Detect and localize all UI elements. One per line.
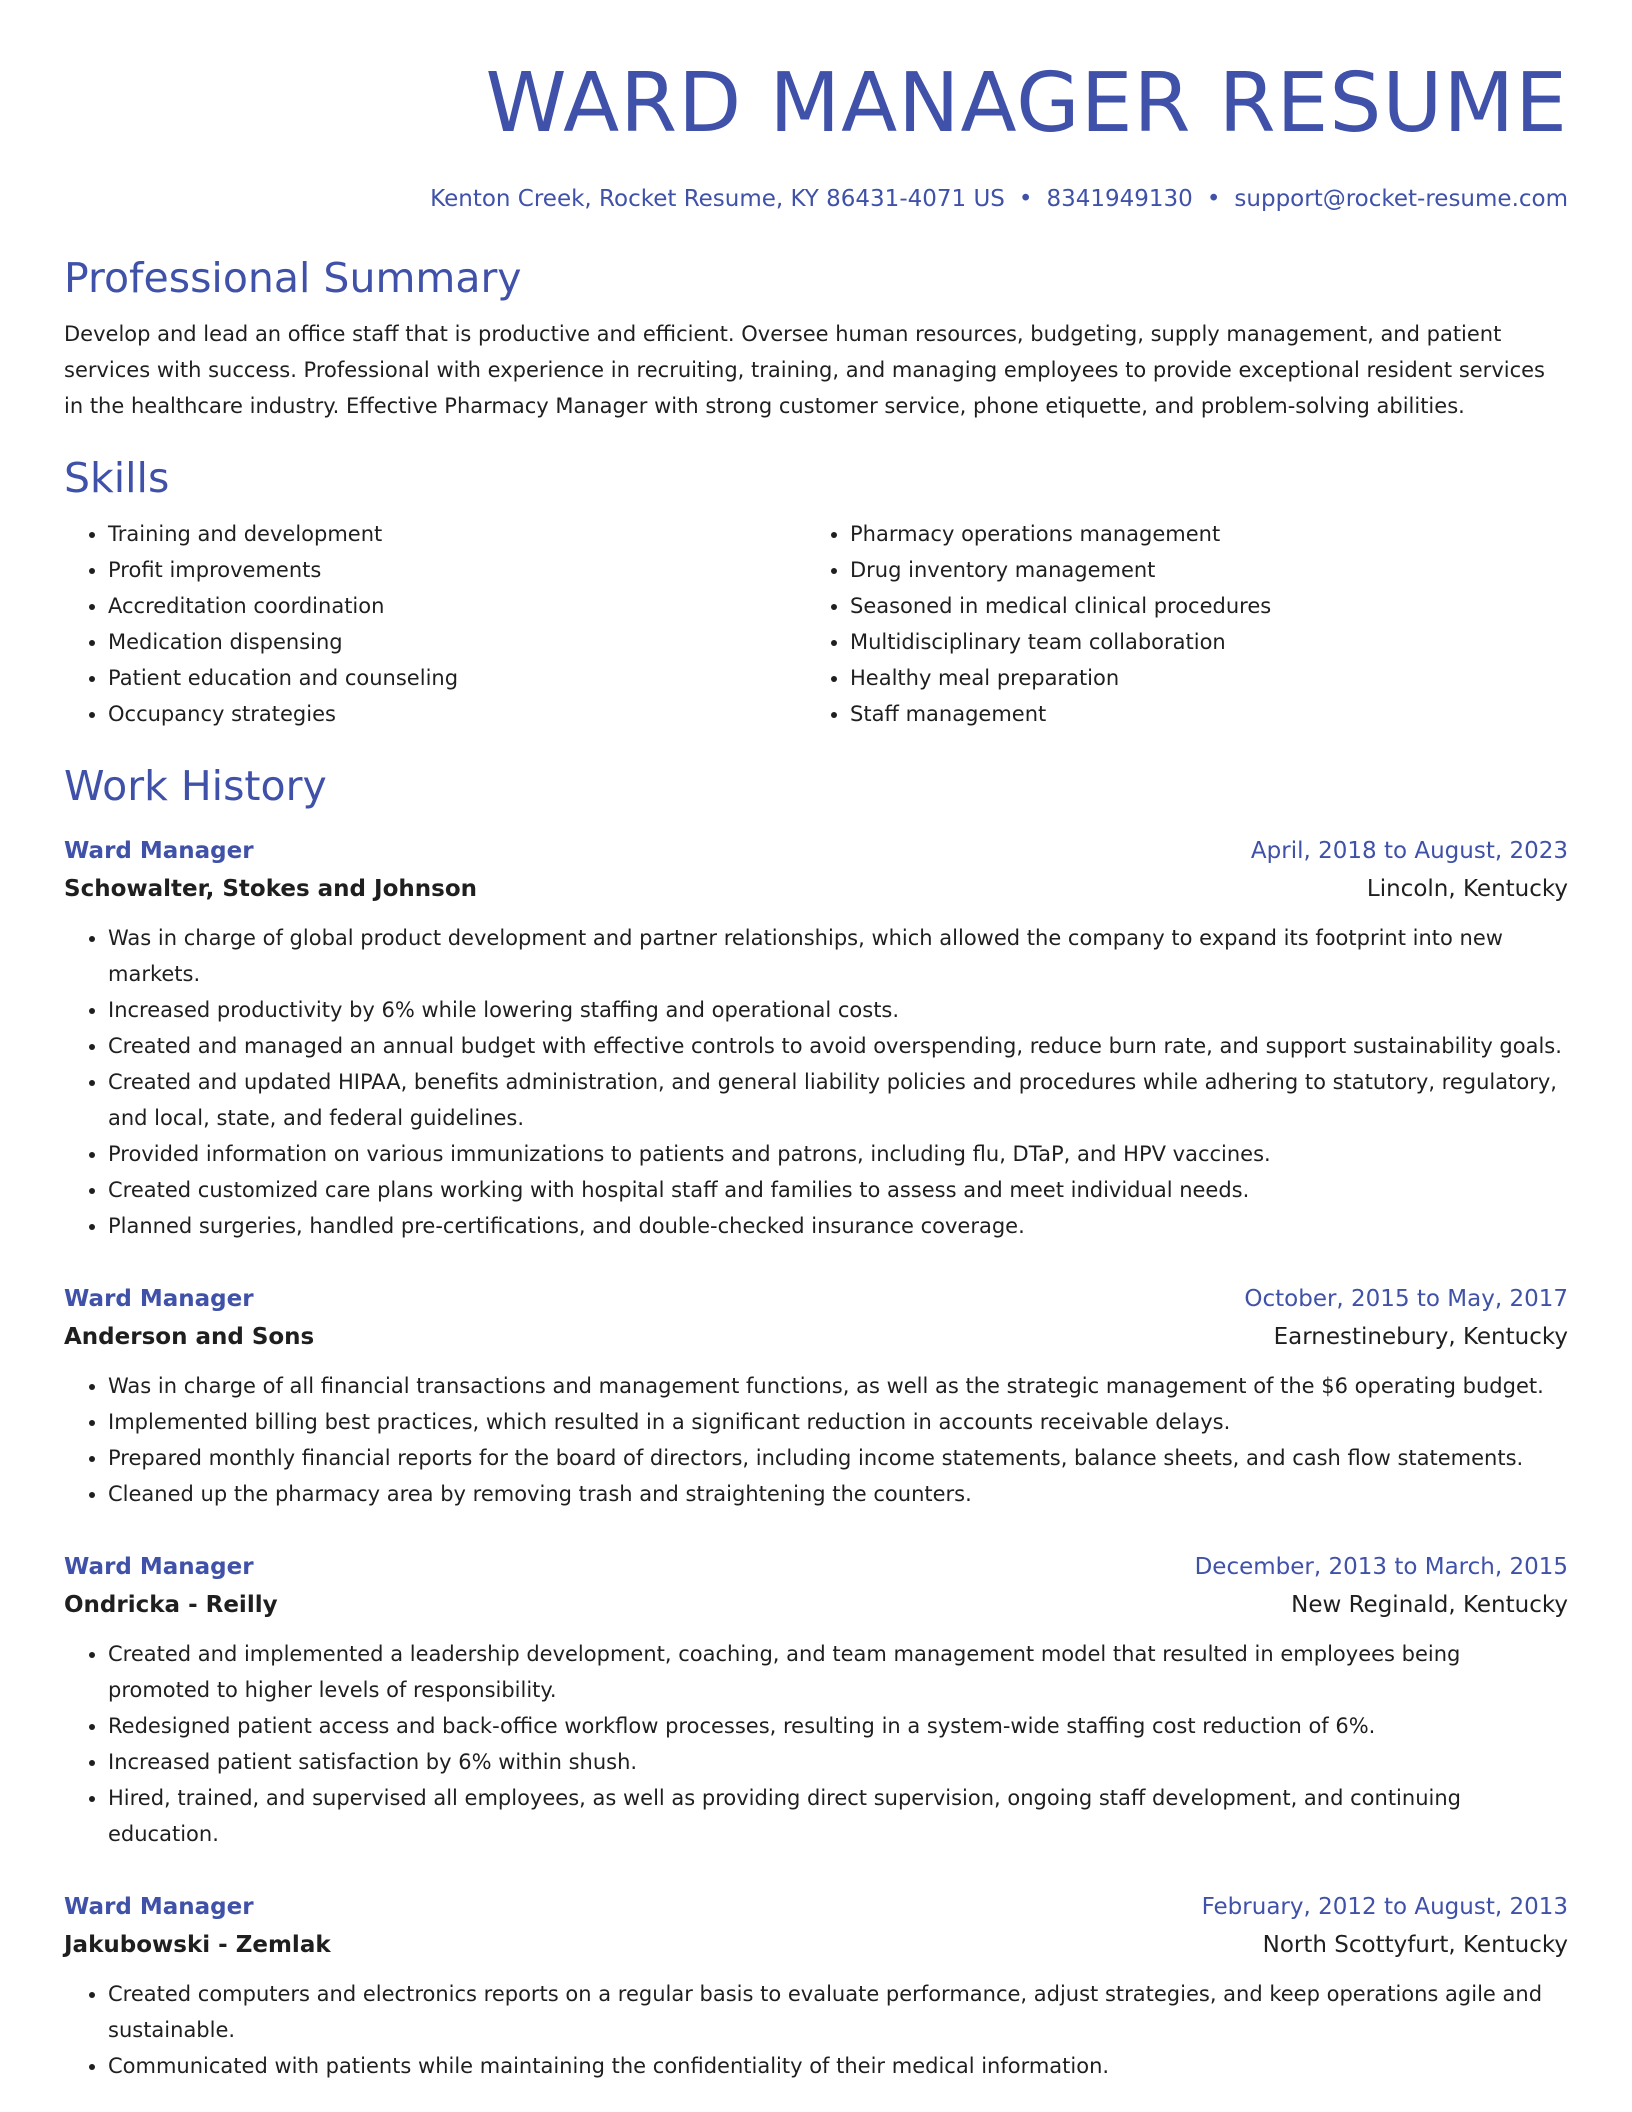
skill-item: • Patient education and counseling (108, 660, 806, 696)
job-entry (64, 1548, 1568, 1852)
job-bullet: • Redesigned patient access and back-office workflow processes, resulting in a system-wide staffing cost reduction of 6%. (108, 1708, 1568, 1744)
job-bullet: • Planned surgeries, handled pre-certifications, and double-checked insurance coverage. (108, 1208, 1568, 1244)
job-dates: April, 2018 to August, 2023 (1250, 838, 1568, 864)
job-bullet: • Was in charge of all financial transactions and management functions, as well as the strategic management of the $6 operating budget. (108, 1368, 1568, 1404)
job-dates: December, 2013 to March, 2015 (1194, 1554, 1568, 1580)
job-title: Ward Manager (64, 1894, 254, 1920)
resume-title: WARD MANAGER RESUME (485, 56, 1568, 151)
skills-heading: Skills (64, 454, 170, 502)
skill-item: • Seasoned in medical clinical procedures (850, 588, 1548, 624)
skills-list (64, 516, 1568, 732)
resume-page (64, 0, 1568, 2084)
skill-item: • Staff management (850, 696, 1548, 732)
job-location: Lincoln, Kentucky (1366, 876, 1568, 902)
job-bullet: • Created computers and electronics reports on a regular basis to evaluate performance, adjust strategies, and keep operations agile and sustainable. (108, 1976, 1568, 2048)
job-bullets (64, 1976, 1568, 2084)
job-company: Ondricka - Reilly (64, 1592, 278, 1618)
job-bullets (64, 1636, 1568, 1852)
contact-separator: • (1018, 186, 1033, 212)
job-company-row (64, 1586, 1568, 1624)
job-company: Schowalter, Stokes and Johnson (64, 876, 478, 902)
job-bullets (64, 920, 1568, 1244)
job-entry (64, 1888, 1568, 2084)
job-bullet: • Implemented billing best practices, which resulted in a significant reduction in accounts receivable delays. (108, 1404, 1568, 1440)
job-bullet: • Created and managed an annual budget with effective controls to avoid overspending, reduce burn rate, and support sustainability goals. (108, 1028, 1568, 1064)
job-location: New Reginald, Kentucky (1291, 1592, 1568, 1618)
contact-phone: 8341949130 (1046, 186, 1193, 212)
job-bullet: • Created and implemented a leadership development, coaching, and team management model that resulted in employees being promoted to higher levels of responsibility. (108, 1636, 1568, 1708)
job-title: Ward Manager (64, 838, 254, 864)
skill-item: • Pharmacy operations management (850, 516, 1548, 552)
skill-item: • Occupancy strategies (108, 696, 806, 732)
job-header-row (64, 1548, 1568, 1586)
skill-item: • Multidisciplinary team collaboration (850, 624, 1548, 660)
job-bullet: • Created customized care plans working with hospital staff and families to assess and meet individual needs. (108, 1172, 1568, 1208)
skills-left-list (64, 516, 806, 732)
job-title: Ward Manager (64, 1286, 254, 1312)
job-location: Earnestinebury, Kentucky (1273, 1324, 1568, 1350)
skill-item: • Healthy meal preparation (850, 660, 1548, 696)
job-bullet: • Increased productivity by 6% while lowering staffing and operational costs. (108, 992, 1568, 1028)
job-bullets (64, 1368, 1568, 1512)
job-entry (64, 1280, 1568, 1512)
job-header-row (64, 1888, 1568, 1926)
job-company: Anderson and Sons (64, 1324, 315, 1350)
skills-column-right (806, 516, 1548, 732)
job-header-row (64, 1280, 1568, 1318)
contact-separator: • (1206, 186, 1221, 212)
skill-item: • Accreditation coordination (108, 588, 806, 624)
skill-item: • Profit improvements (108, 552, 806, 588)
contact-email[interactable]: support@rocket-resume.com (1234, 186, 1568, 212)
skills-column-left (64, 516, 806, 732)
work-history-list (64, 832, 1568, 2084)
job-entry (64, 832, 1568, 1244)
job-bullet: • Was in charge of global product development and partner relationships, which allowed the company to expand its footprint into new markets. (108, 920, 1568, 992)
contact-address: Kenton Creek, Rocket Resume, KY 86431-4071 US (430, 186, 1005, 212)
job-dates: February, 2012 to August, 2013 (1201, 1894, 1568, 1920)
work-history-heading: Work History (64, 762, 327, 810)
job-bullet: • Created and updated HIPAA, benefits administration, and general liability policies and procedures while adhering to statutory, regulatory, and local, state, and federal guidelines. (108, 1064, 1568, 1136)
job-company: Jakubowski - Zemlak (64, 1932, 331, 1958)
job-bullet: • Cleaned up the pharmacy area by removing trash and straightening the counters. (108, 1476, 1568, 1512)
job-header-row (64, 832, 1568, 870)
job-dates: October, 2015 to May, 2017 (1244, 1286, 1568, 1312)
contact-line (64, 184, 1568, 214)
job-title: Ward Manager (64, 1554, 254, 1580)
job-location: North Scottyfurt, Kentucky (1262, 1932, 1568, 1958)
job-bullet: • Prepared monthly financial reports for the board of directors, including income statements, balance sheets, and cash flow statements. (108, 1440, 1568, 1476)
job-company-row (64, 1318, 1568, 1356)
skill-item: • Medication dispensing (108, 624, 806, 660)
job-bullet: • Provided information on various immunizations to patients and patrons, including flu, DTaP, and HPV vaccines. (108, 1136, 1568, 1172)
job-bullet: • Hired, trained, and supervised all employees, as well as providing direct supervision, ongoing staff development, and continuing education. (108, 1780, 1568, 1852)
job-company-row (64, 870, 1568, 908)
skills-right-list (806, 516, 1548, 732)
summary-heading: Professional Summary (64, 254, 522, 302)
job-bullet: • Increased patient satisfaction by 6% within shush. (108, 1744, 1568, 1780)
summary-text: Develop and lead an office staff that is productive and efficient. Oversee human resources, budgeting, supply management, and patient services with success. Professional with experience in recruiting, training, and managing employees to provide exceptional resident services in the healthcare industry. Effective Pharmacy Manager with strong customer service, phone etiquette, and problem-solving abilities. (64, 322, 1545, 418)
skill-item: • Training and development (108, 516, 806, 552)
job-bullet: • Communicated with patients while maintaining the confidentiality of their medical information. (108, 2048, 1568, 2084)
skill-item: • Drug inventory management (850, 552, 1548, 588)
job-company-row (64, 1926, 1568, 1964)
